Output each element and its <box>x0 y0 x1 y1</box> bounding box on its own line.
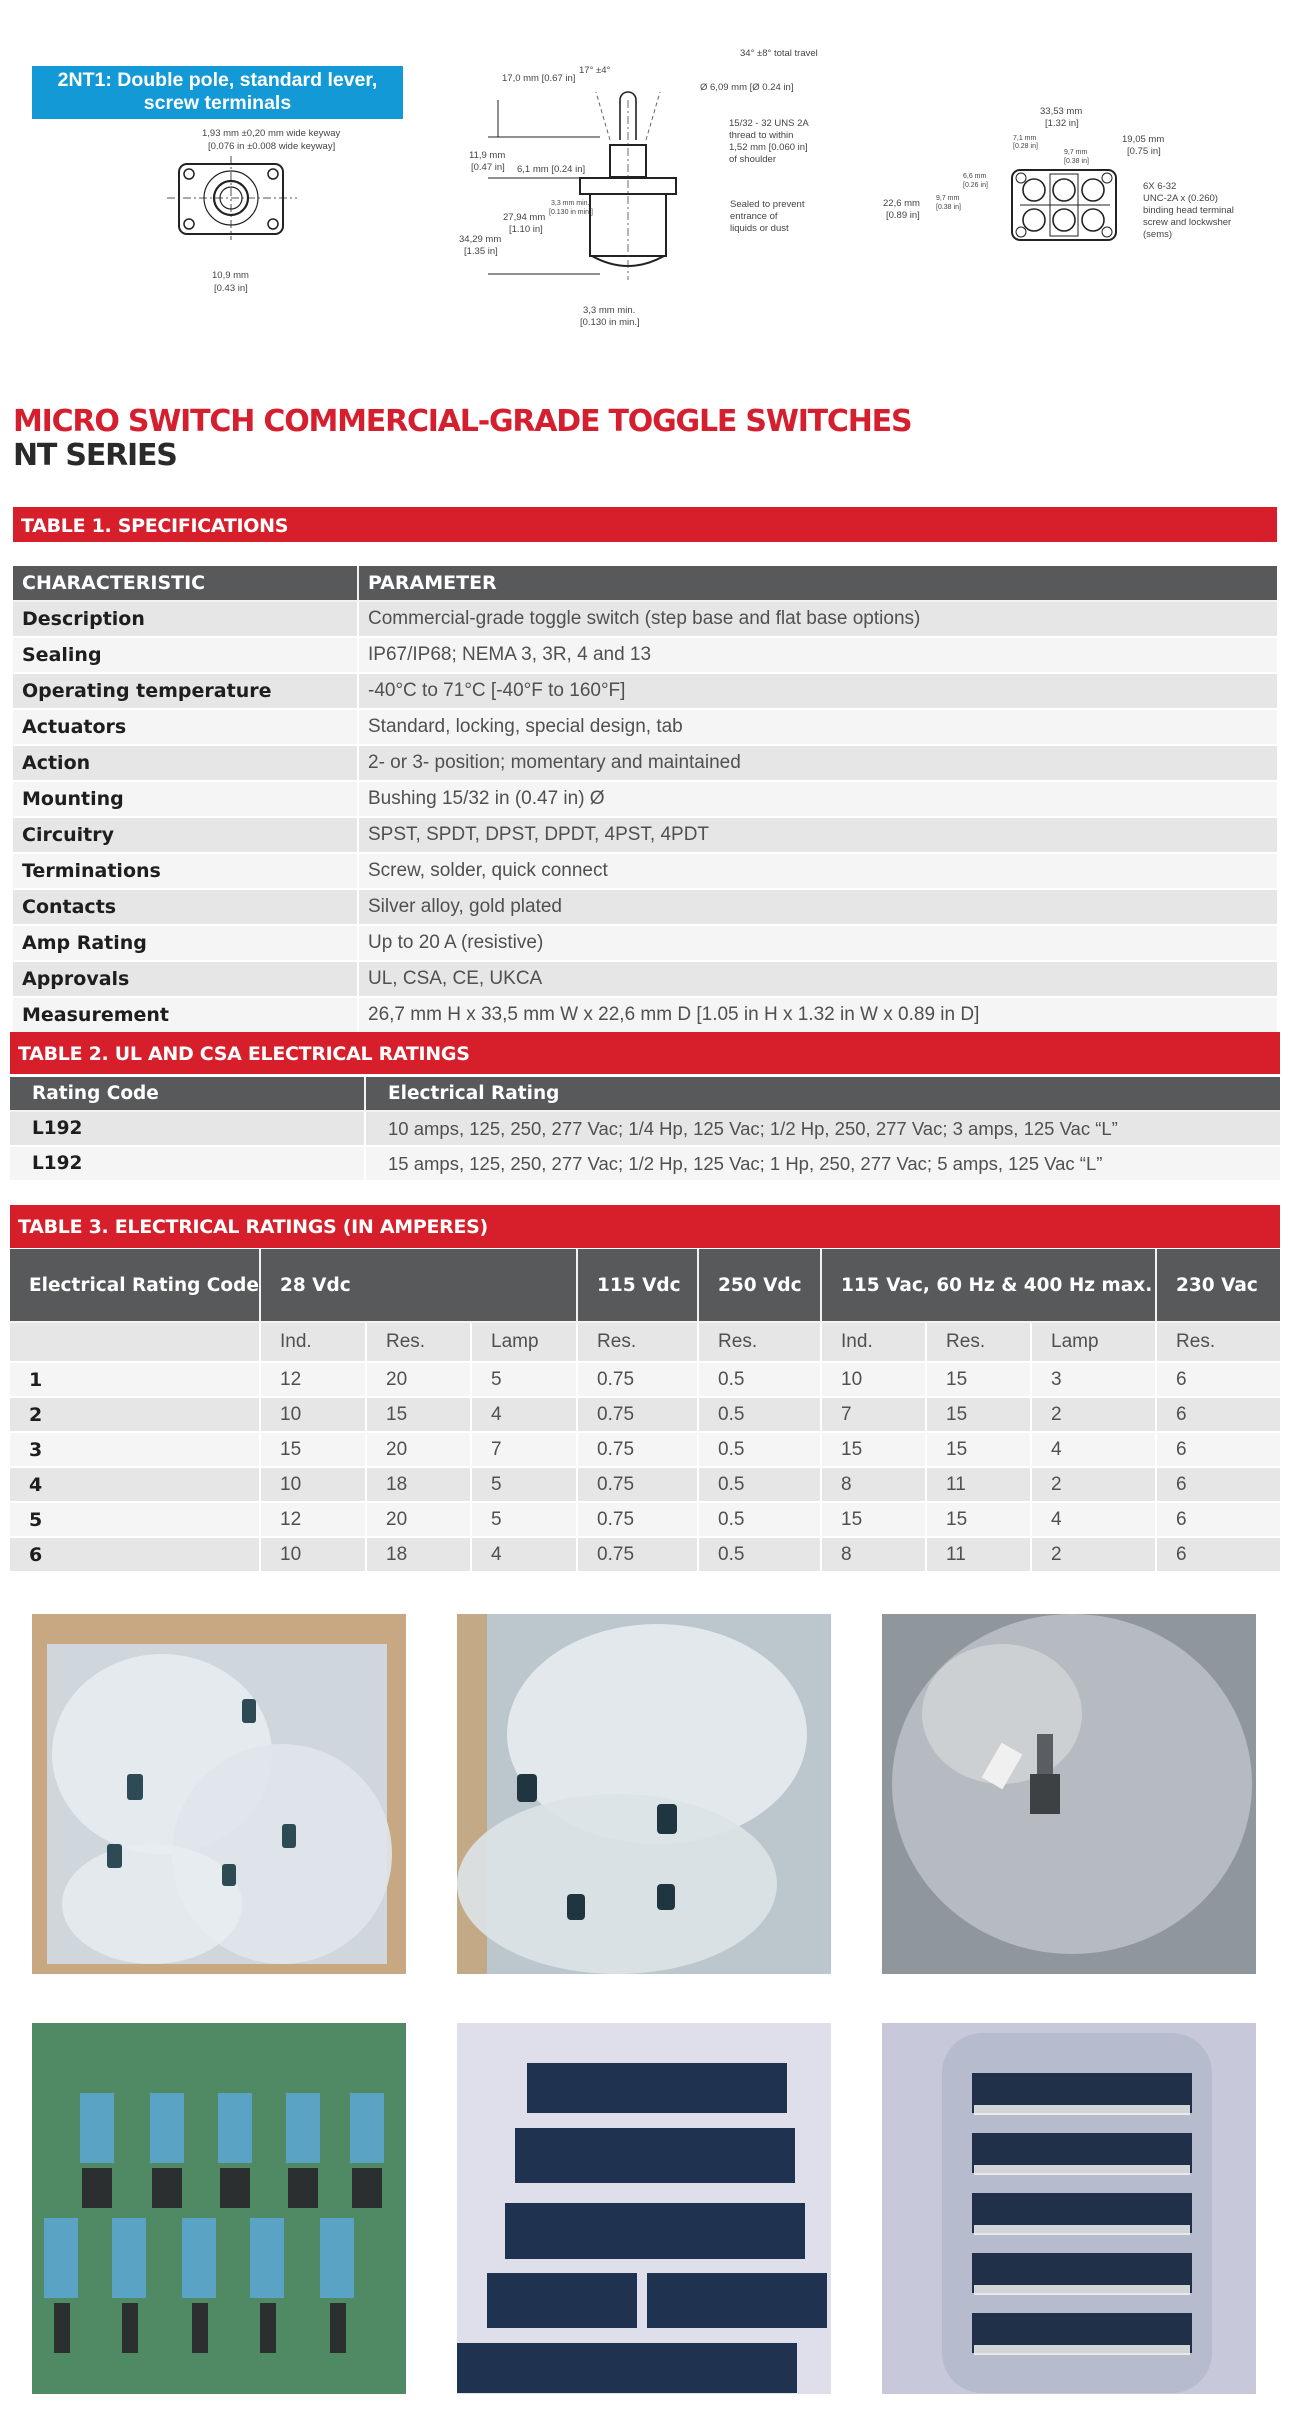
front-view-outline <box>175 160 295 240</box>
rating-cell: 12 <box>260 1502 366 1537</box>
lever-length-dim: 17,0 mm [0.67 in] <box>502 73 576 84</box>
rating-cell: 10 <box>260 1537 366 1572</box>
sealed-note-1: Sealed to prevent <box>730 199 805 210</box>
table-row <box>10 1111 1280 1146</box>
spec-key: Amp Rating <box>13 925 358 961</box>
rating-cell: 3 <box>1031 1362 1156 1397</box>
spec-value: IP67/IP68; NEMA 3, 3R, 4 and 13 <box>358 637 1277 673</box>
table-row <box>10 1362 1280 1397</box>
rating-cell: 15 <box>366 1397 471 1432</box>
bore-width-in: [0.43 in] <box>214 283 248 294</box>
row-offset-mm: 6,6 mm <box>963 173 987 180</box>
rating-cell: 8 <box>821 1537 926 1572</box>
table-row <box>13 961 1277 997</box>
subheader-cell: Res. <box>926 1322 1031 1362</box>
rating-cell: 6 <box>1156 1502 1280 1537</box>
body-height-mm: 27,94 mm <box>503 212 546 223</box>
rating-cell: 4 <box>471 1397 577 1432</box>
subheader-cell <box>10 1322 260 1362</box>
rating-cell: 4 <box>1031 1502 1156 1537</box>
table1-title: TABLE 1. SPECIFICATIONS <box>13 507 1277 542</box>
rating-cell: 15 <box>926 1502 1031 1537</box>
min-clearance-b-in: [0.130 in min.] <box>580 317 640 328</box>
angle-dim: 17° ±4° <box>579 65 611 76</box>
table-row <box>10 1432 1280 1467</box>
rating-cell: 15 <box>821 1502 926 1537</box>
rating-cell: 6 <box>1156 1537 1280 1572</box>
spec-key: Sealing <box>13 637 358 673</box>
table-row <box>13 601 1277 637</box>
subheader-cell: Res. <box>1156 1322 1280 1362</box>
table-row <box>13 637 1277 673</box>
table-row <box>13 925 1277 961</box>
pitch-in: [0.38 in] <box>1064 158 1089 165</box>
rating-cell: 6 <box>1156 1432 1280 1467</box>
rating-code: 2 <box>10 1397 260 1432</box>
rating-cell: 7 <box>821 1397 926 1432</box>
rating-cell: 0.75 <box>577 1362 698 1397</box>
rating-cell: 4 <box>471 1537 577 1572</box>
subheader-cell: Lamp <box>471 1322 577 1362</box>
body-height-in: [1.10 in] <box>509 224 543 235</box>
rating-code: 3 <box>10 1432 260 1467</box>
spec-key: Terminations <box>13 853 358 889</box>
photo-microswitches-in-bag <box>882 2023 1256 2394</box>
spec-value: Silver alloy, gold plated <box>358 889 1277 925</box>
table2-header-rating-code: Rating Code <box>10 1077 365 1111</box>
rating-cell: 18 <box>366 1467 471 1502</box>
table-row <box>10 1467 1280 1502</box>
screw-note-3: binding head terminal <box>1143 205 1234 216</box>
model-badge <box>32 66 403 119</box>
spec-key: Measurement <box>13 997 358 1033</box>
screw-note-1: 6X 6-32 <box>1143 181 1177 192</box>
rating-cell: 10 <box>260 1397 366 1432</box>
limit-switch-photo-image <box>32 2023 406 2394</box>
photo-boxed-bagged-switches <box>32 1614 406 1974</box>
rating-cell: 5 <box>471 1502 577 1537</box>
table-row <box>13 709 1277 745</box>
rating-cell: 5 <box>471 1362 577 1397</box>
table3-subheader-row <box>10 1322 1280 1362</box>
offset-in: [0.28 in] <box>1013 143 1038 150</box>
rating-cell: 4 <box>1031 1432 1156 1467</box>
table3-title: TABLE 3. ELECTRICAL RATINGS (IN AMPERES) <box>10 1205 1280 1248</box>
rows-photo-image <box>457 2023 831 2394</box>
rating-cell: 10 <box>260 1467 366 1502</box>
thread-dim-4: of shoulder <box>729 154 777 165</box>
width-mm: 33,53 mm <box>1040 106 1083 117</box>
model-badge-line2: screw terminals <box>143 92 292 114</box>
rating-cell: 15 <box>821 1432 926 1467</box>
rating-cell: 0.75 <box>577 1502 698 1537</box>
total-height-in: [1.35 in] <box>464 246 498 257</box>
spec-value: 2- or 3- position; momentary and maintained <box>358 745 1277 781</box>
rating-cell: 0.5 <box>698 1537 821 1572</box>
spec-value: SPST, SPDT, DPST, DPDT, 4PST, 4PDT <box>358 817 1277 853</box>
spec-value: -40°C to 71°C [-40°F to 160°F] <box>358 673 1277 709</box>
screw-note-5: (sems) <box>1143 229 1173 240</box>
bushing-thread-dim: 6,1 mm [0.24 in] <box>517 164 586 175</box>
rating-cell: 7 <box>471 1432 577 1467</box>
box-photo-image <box>32 1614 406 1974</box>
bottom-view-outline <box>1010 168 1120 244</box>
rating-cell: 6 <box>1156 1467 1280 1502</box>
span-in: [0.75 in] <box>1127 146 1161 157</box>
thread-dim-1: 15/32 - 32 UNS 2A <box>729 118 809 129</box>
table-row <box>13 781 1277 817</box>
table1-header-parameter: PARAMETER <box>358 566 1277 601</box>
spec-value: Standard, locking, special design, tab <box>358 709 1277 745</box>
offset-mm: 7,1 mm <box>1013 135 1037 142</box>
rating-cell: 18 <box>366 1537 471 1572</box>
photo-bagged-toggle-closeup <box>882 1614 1256 1974</box>
lever-diameter-dim: Ø 6,09 mm [Ø 0.24 in] <box>700 82 794 93</box>
travel-dim: 34° ±8° total travel <box>740 48 818 59</box>
rating-value: 15 amps, 125, 250, 277 Vac; 1/2 Hp, 125 Vac; 1 Hp, 250, 277 Vac; 5 amps, 125 Vac “L” <box>365 1146 1280 1181</box>
rating-cell: 11 <box>926 1467 1031 1502</box>
total-height-mm: 34,29 mm <box>459 234 502 245</box>
rating-cell: 5 <box>471 1467 577 1502</box>
spec-key: Description <box>13 601 358 637</box>
rating-cell: 0.5 <box>698 1432 821 1467</box>
rating-cell: 20 <box>366 1502 471 1537</box>
page-title: MICRO SWITCH COMMERCIAL-GRADE TOGGLE SWITCHES <box>13 404 912 439</box>
rating-cell: 0.75 <box>577 1537 698 1572</box>
spec-value: Bushing 15/32 in (0.47 in) Ø <box>358 781 1277 817</box>
spec-key: Action <box>13 745 358 781</box>
table3-header-115vac: 115 Vac, 60 Hz & 400 Hz max. <box>821 1249 1156 1322</box>
rating-cell: 15 <box>926 1432 1031 1467</box>
rating-cell: 2 <box>1031 1537 1156 1572</box>
table3-header-28vdc: 28 Vdc <box>260 1249 577 1322</box>
row-pitch-in: [0.38 in] <box>936 204 961 211</box>
keyway-dim-mm: 1,93 mm ±0,20 mm wide keyway <box>202 128 341 139</box>
rating-cell: 2 <box>1031 1397 1156 1432</box>
spec-key: Operating temperature <box>13 673 358 709</box>
bag-photo-image <box>882 2023 1256 2394</box>
table2-title: TABLE 2. UL AND CSA ELECTRICAL RATINGS <box>10 1032 1280 1074</box>
rating-cell: 20 <box>366 1432 471 1467</box>
table-row <box>13 817 1277 853</box>
table-row <box>10 1397 1280 1432</box>
width-in: [1.32 in] <box>1045 118 1079 129</box>
model-badge-line1: 2NT1: Double pole, standard lever, <box>57 69 378 91</box>
span-mm: 19,05 mm <box>1122 134 1165 145</box>
rating-code: 1 <box>10 1362 260 1397</box>
rating-cell: 6 <box>1156 1362 1280 1397</box>
rating-cell: 15 <box>260 1432 366 1467</box>
min-clearance-b-mm: 3,3 mm min. <box>583 305 636 316</box>
table3-header-115vdc: 115 Vdc <box>577 1249 698 1322</box>
min-clearance-a-mm: 3,3 mm min. <box>551 200 590 207</box>
table3-header-230vac: 230 Vac <box>1156 1249 1280 1322</box>
table2-header-electrical-rating: Electrical Rating <box>365 1077 1280 1111</box>
sealed-note-2: entrance of <box>730 211 778 222</box>
table-row <box>13 853 1277 889</box>
rating-cell: 0.75 <box>577 1467 698 1502</box>
spec-value: Screw, solder, quick connect <box>358 853 1277 889</box>
rating-cell: 15 <box>926 1397 1031 1432</box>
spec-key: Actuators <box>13 709 358 745</box>
table-row <box>13 673 1277 709</box>
screw-note-4: screw and lockwsher <box>1143 217 1232 228</box>
pitch-mm: 9,7 mm <box>1064 149 1088 156</box>
rating-cell: 0.5 <box>698 1467 821 1502</box>
spec-key: Contacts <box>13 889 358 925</box>
spec-value: Commercial-grade toggle switch (step base and flat base options) <box>358 601 1277 637</box>
sealed-note-3: liquids or dust <box>730 223 789 234</box>
rating-code: L192 <box>10 1111 365 1146</box>
spec-value: Up to 20 A (resistive) <box>358 925 1277 961</box>
depth-in: [0.89 in] <box>886 210 920 221</box>
table-row <box>13 745 1277 781</box>
table-row <box>13 889 1277 925</box>
page-subtitle: NT SERIES <box>13 438 177 473</box>
spec-value: UL, CSA, CE, UKCA <box>358 961 1277 997</box>
bore-width-mm: 10,9 mm <box>212 270 249 281</box>
rating-cell: 0.5 <box>698 1362 821 1397</box>
ul-csa-ratings-table <box>10 1077 1280 1182</box>
rating-code: 5 <box>10 1502 260 1537</box>
rating-cell: 12 <box>260 1362 366 1397</box>
table3-header-code: Electrical Rating Code <box>10 1249 260 1322</box>
subheader-cell: Res. <box>577 1322 698 1362</box>
spec-key: Approvals <box>13 961 358 997</box>
rating-code: 6 <box>10 1537 260 1572</box>
table-row <box>10 1537 1280 1572</box>
bushing-height-in: [0.47 in] <box>471 162 505 173</box>
table3-header-250vdc: 250 Vdc <box>698 1249 821 1322</box>
screw-note-2: UNC-2A x (0.260) <box>1143 193 1218 204</box>
bushing-height-mm: 11,9 mm <box>469 150 506 161</box>
rating-cell: 0.75 <box>577 1432 698 1467</box>
rating-cell: 0.75 <box>577 1397 698 1432</box>
thread-dim-3: 1,52 mm [0.060 in] <box>729 142 808 153</box>
rating-cell: 0.5 <box>698 1397 821 1432</box>
subheader-cell: Ind. <box>821 1322 926 1362</box>
subheader-cell: Lamp <box>1031 1322 1156 1362</box>
row-pitch-mm: 9,7 mm <box>936 195 960 202</box>
spec-key: Mounting <box>13 781 358 817</box>
electrical-ratings-table <box>10 1249 1280 1573</box>
subheader-cell: Res. <box>366 1322 471 1362</box>
photo-bagged-honeywell-switches <box>457 1614 831 1974</box>
spec-value: 26,7 mm H x 33,5 mm W x 22,6 mm D [1.05 in H x 1.32 in W x 0.89 in D] <box>358 997 1277 1033</box>
rating-code: L192 <box>10 1146 365 1181</box>
table1-header-characteristic: CHARACTERISTIC <box>13 566 358 601</box>
bags-photo-image <box>457 1614 831 1974</box>
row-offset-in: [0.26 in] <box>963 182 988 189</box>
table-row <box>10 1146 1280 1181</box>
subheader-cell: Ind. <box>260 1322 366 1362</box>
rating-cell: 2 <box>1031 1467 1156 1502</box>
photo-limit-switches-green-tray <box>32 2023 406 2394</box>
table-row <box>13 997 1277 1033</box>
thread-dim-2: thread to within <box>729 130 794 141</box>
rating-cell: 0.5 <box>698 1502 821 1537</box>
subheader-cell: Res. <box>698 1322 821 1362</box>
rating-cell: 10 <box>821 1362 926 1397</box>
rating-code: 4 <box>10 1467 260 1502</box>
table-row <box>10 1502 1280 1537</box>
spec-key: Circuitry <box>13 817 358 853</box>
rating-cell: 8 <box>821 1467 926 1502</box>
rating-cell: 20 <box>366 1362 471 1397</box>
specifications-table <box>13 566 1277 1034</box>
depth-mm: 22,6 mm <box>883 198 920 209</box>
rating-cell: 11 <box>926 1537 1031 1572</box>
rating-cell: 6 <box>1156 1397 1280 1432</box>
rating-cell: 15 <box>926 1362 1031 1397</box>
closeup-photo-image <box>882 1614 1256 1974</box>
min-clearance-a-in: [0.130 in min.] <box>549 209 593 216</box>
photo-microswitch-rows-tray <box>457 2023 831 2394</box>
rating-value: 10 amps, 125, 250, 277 Vac; 1/4 Hp, 125 Vac; 1/2 Hp, 250, 277 Vac; 3 amps, 125 Vac “L” <box>365 1111 1280 1146</box>
keyway-dim-in: [0.076 in ±0.008 wide keyway] <box>208 141 336 152</box>
